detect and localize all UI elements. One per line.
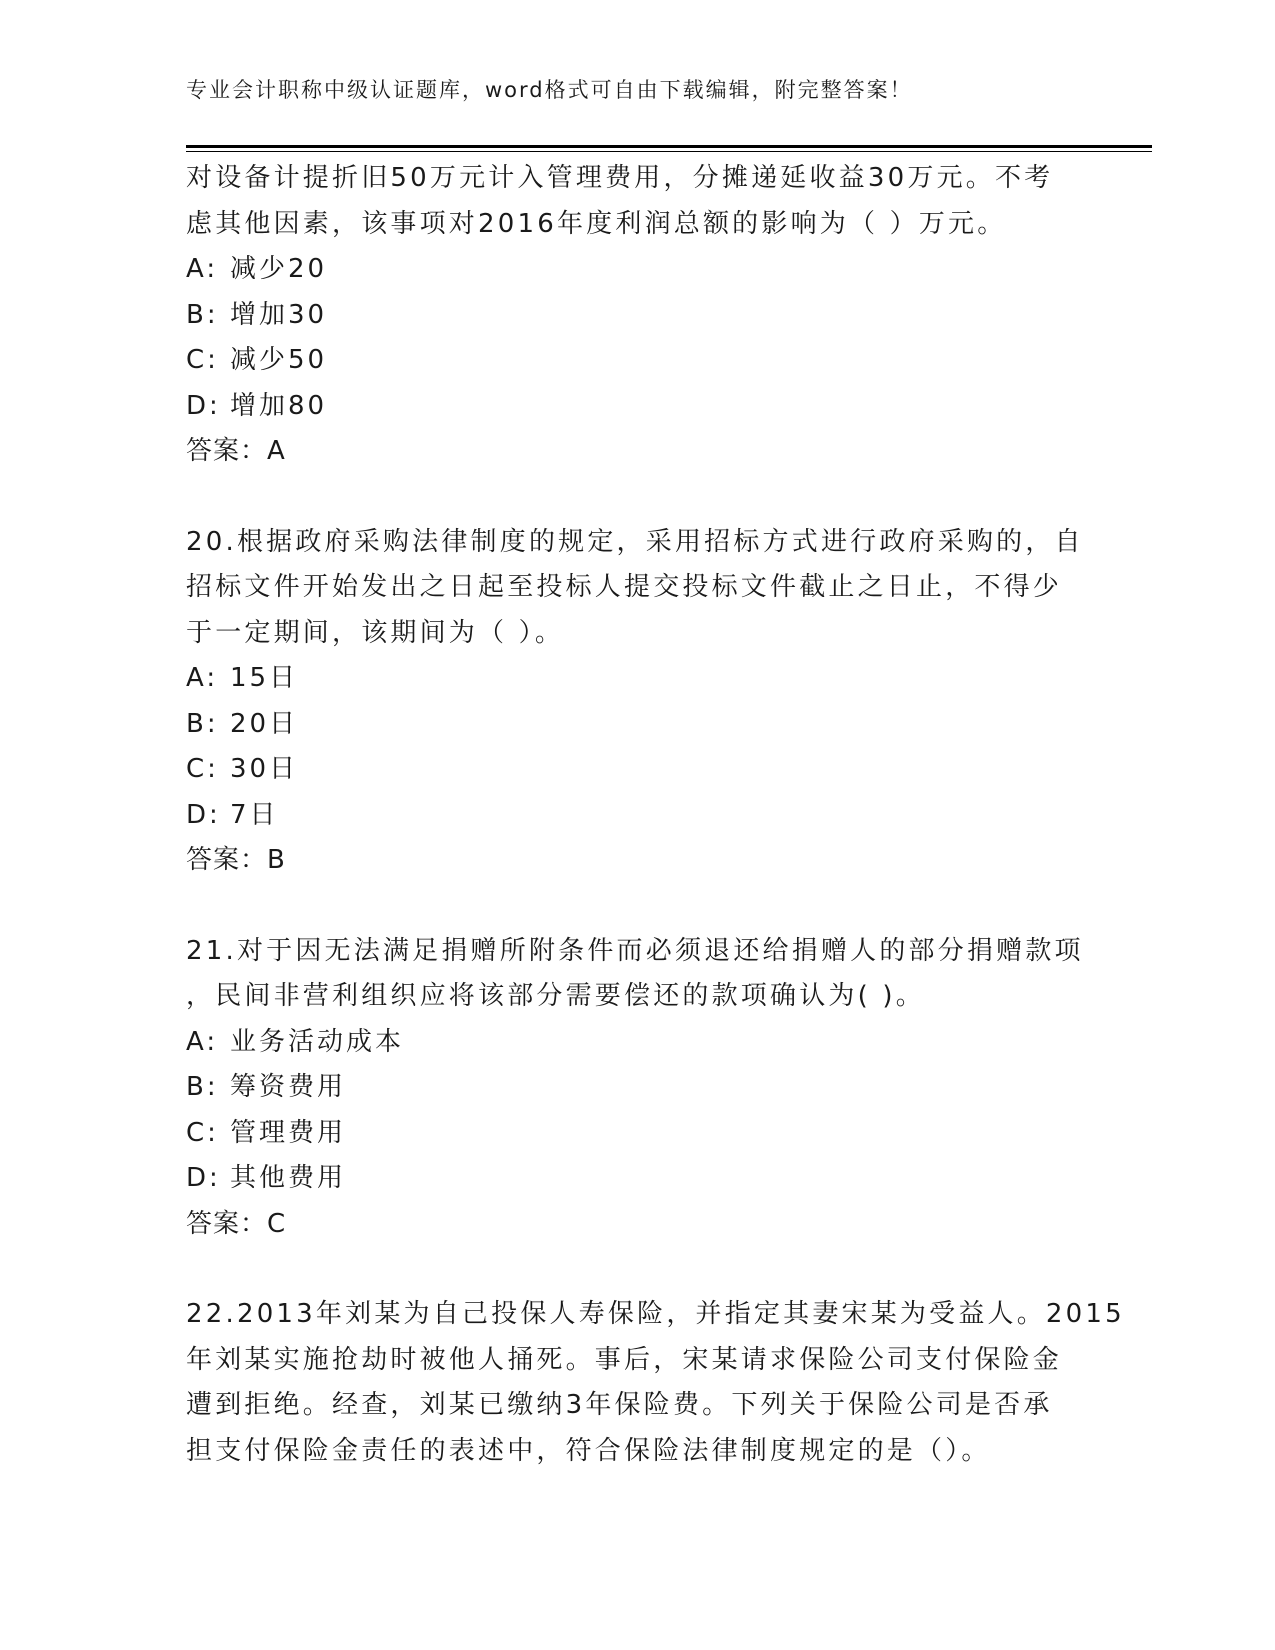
answer-line: 答案：A <box>186 436 286 466</box>
question-line: 虑其他因素，该事项对2016年度利润总额的影响为（ ）万元。 <box>186 208 1007 239</box>
question-list <box>186 156 1125 1474</box>
answer-line: 答案：B <box>186 845 286 875</box>
answer-line: 答案：C <box>186 1208 287 1239</box>
option-key: B: <box>186 299 219 330</box>
option-b <box>186 1065 1116 1111</box>
question-line: 对设备计提折旧50万元计入管理费用，分摊递延收益30万元。不考 <box>186 163 1054 193</box>
option-text: 20日 <box>230 708 299 739</box>
question-block <box>186 1292 1125 1474</box>
question-line: 20.根据政府采购法律制度的规定，采用招标方式进行政府采购的，自 <box>186 526 1084 557</box>
option-key: C: <box>186 754 219 784</box>
question-line: 遭到拒绝。经查，刘某已缴纳3年保险费。下列关于保险公司是否承 <box>186 1390 1053 1420</box>
question-block <box>186 520 1116 884</box>
option-c <box>186 747 1116 793</box>
option-b <box>186 293 1116 339</box>
option-d <box>186 384 1116 430</box>
option-text: 筹资费用 <box>230 1072 347 1102</box>
question-line: 招标文件开始发出之日起至投标人提交投标文件截止之日止，不得少 <box>186 572 1063 602</box>
option-key: D: <box>186 390 221 421</box>
option-d <box>186 793 1116 839</box>
option-key: A: <box>186 663 219 693</box>
spacer <box>186 1247 1116 1292</box>
option-text: 增加30 <box>230 299 328 330</box>
option-key: B: <box>186 708 219 739</box>
option-text: 减少50 <box>230 345 328 375</box>
option-c <box>186 338 1116 384</box>
header-rule-thick <box>186 145 1152 148</box>
option-a <box>186 247 1116 293</box>
spacer <box>186 884 1116 929</box>
option-key: D: <box>186 1163 221 1193</box>
question-line: 于一定期间，该期间为（ ）。 <box>186 617 565 648</box>
option-text: 15日 <box>230 663 299 693</box>
option-text: 管理费用 <box>230 1117 347 1148</box>
option-key: D: <box>186 799 221 830</box>
option-text: 其他费用 <box>230 1163 347 1193</box>
option-key: B: <box>186 1072 219 1102</box>
question-line: 年刘某实施抢劫时被他人捅死。事后，宋某请求保险公司支付保险金 <box>186 1344 1063 1375</box>
option-key: A: <box>186 254 219 284</box>
question-line: 22.2013年刘某为自己投保人寿保险，并指定其妻宋某为受益人。2015 <box>186 1299 1125 1329</box>
question-block <box>186 156 1116 475</box>
option-c <box>186 1111 1116 1157</box>
question-line: 担支付保险金责任的表述中，符合保险法律制度规定的是（）。 <box>186 1435 991 1466</box>
option-text: 增加80 <box>230 390 328 421</box>
option-key: C: <box>186 345 219 375</box>
header-rule-thin <box>186 151 1152 152</box>
option-text: 减少20 <box>230 254 328 284</box>
option-a <box>186 656 1116 702</box>
question-line: ，民间非营利组织应将该部分需要偿还的款项确认为( )。 <box>186 981 925 1011</box>
option-text: 业务活动成本 <box>230 1026 405 1057</box>
page-header: 专业会计职称中级认证题库，word格式可自由下载编辑，附完整答案！ <box>186 78 913 102</box>
option-d <box>186 1156 1116 1202</box>
option-text: 7日 <box>230 799 279 830</box>
option-key: A: <box>186 1026 219 1057</box>
option-key: C: <box>186 1117 219 1148</box>
question-block <box>186 929 1116 1248</box>
option-b <box>186 702 1116 748</box>
option-a <box>186 1020 1116 1066</box>
option-text: 30日 <box>230 754 299 784</box>
spacer <box>186 475 1116 520</box>
question-line: 21.对于因无法满足捐赠所附条件而必须退还给捐赠人的部分捐赠款项 <box>186 935 1084 966</box>
